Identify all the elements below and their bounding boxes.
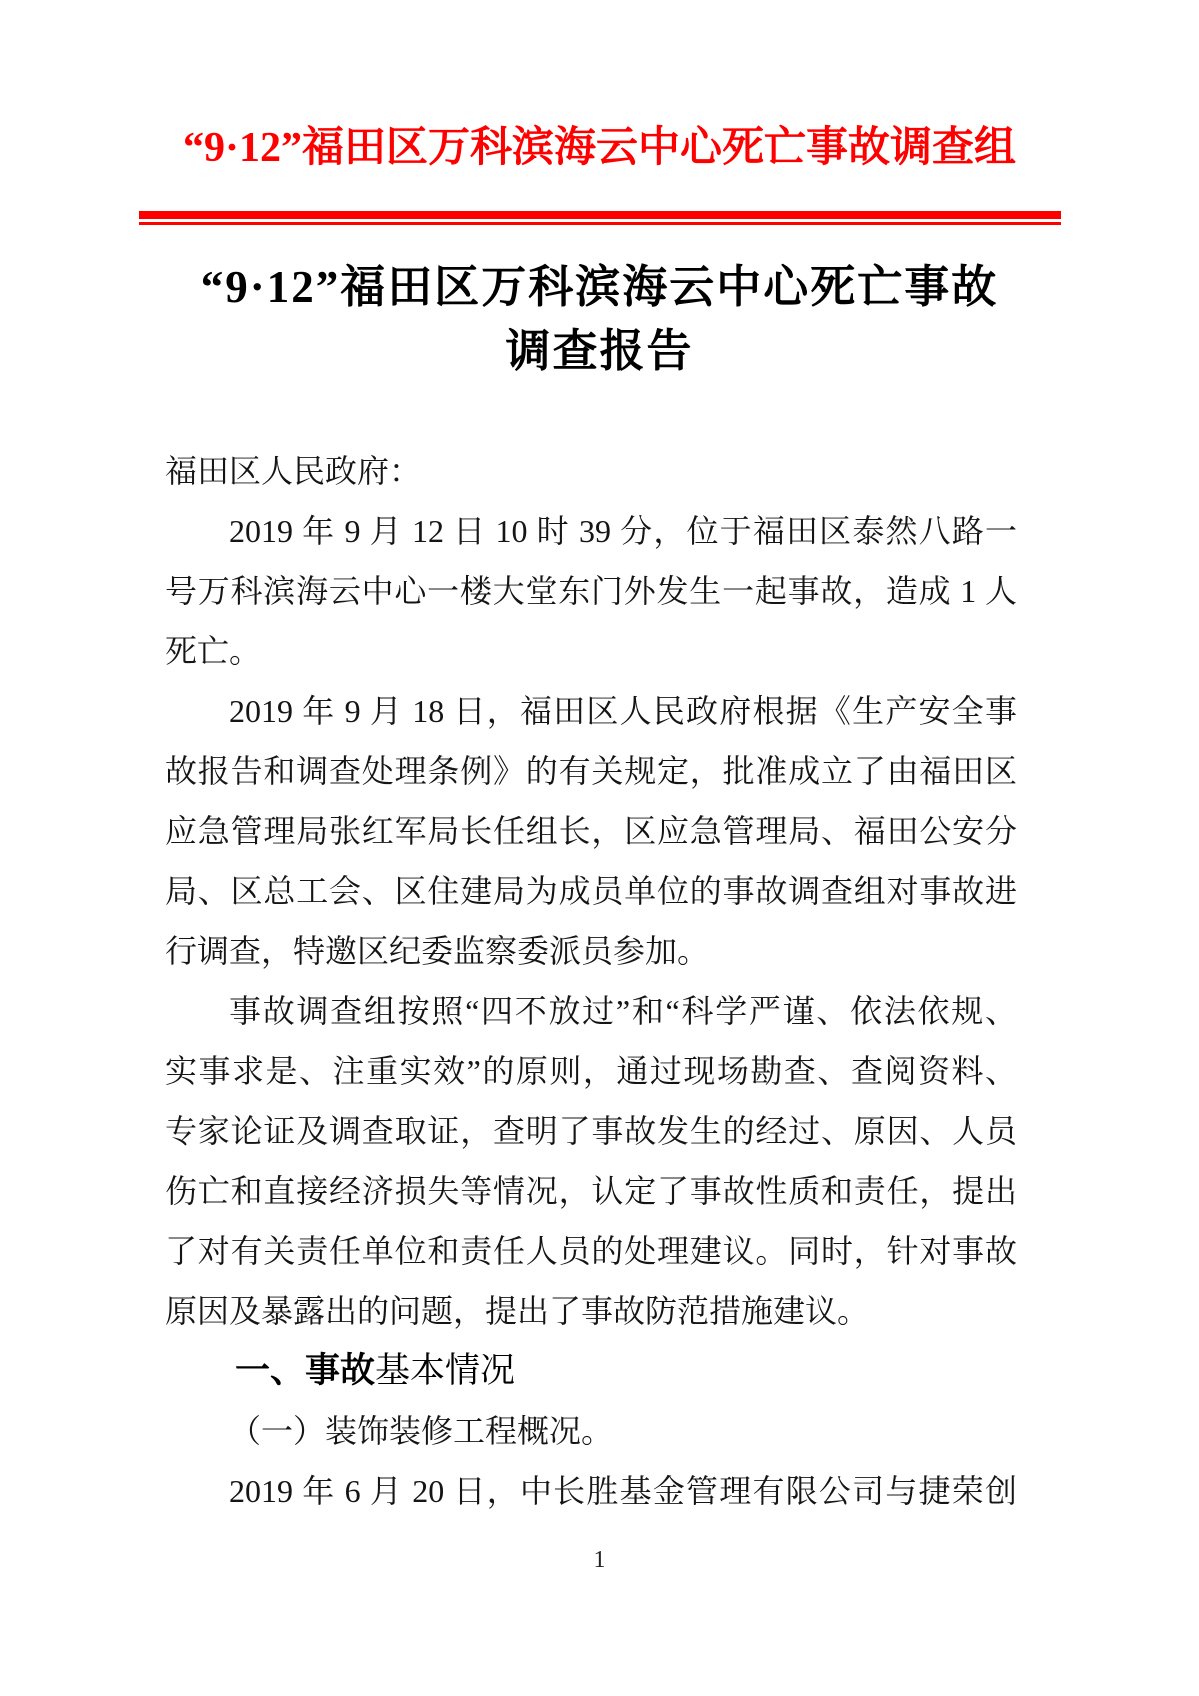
report-body [165,441,1017,1521]
body-line: 专家论证及调查取证，查明了事故发生的经过、原因、人员 [165,1113,1017,1149]
page-number: 1 [593,1547,606,1573]
body-line: 2019 年 6 月 20 日，中长胜基金管理有限公司与捷荣创 [229,1473,1017,1509]
salutation: 福田区人民政府： [165,453,422,489]
letterhead-rule-thick [139,211,1061,219]
section-heading [165,1341,1017,1401]
letterhead-rule-thin [139,222,1061,225]
body-line: 故报告和调查处理条例》的有关规定，批准成立了由福田区 [165,753,1017,789]
report-title-line-1: “9·12”福田区万科滨海云中心死亡事故 [200,262,999,312]
body-line: 局、区总工会、区住建局为成员单位的事故调查组对事故进 [165,873,1017,909]
body-line: 了对有关责任单位和责任人员的处理建议。同时，针对事故 [165,1233,1017,1269]
subsection-heading: （一）装饰装修工程概况。 [229,1413,614,1449]
report-title-line-2: 调查报告 [505,326,694,376]
section-heading-text: 基本情况 [375,1351,516,1390]
body-line: 2019 年 9 月 12 日 10 时 39 分，位于福田区泰然八路一 [229,513,1017,549]
body-line: 行调查，特邀区纪委监察委派员参加。 [165,933,710,969]
report-title [0,255,1199,383]
section-heading-number: 一、事故 [235,1351,376,1390]
body-line: 号万科滨海云中心一楼大堂东门外发生一起事故，造成 1 人 [165,573,1017,609]
body-line: 2019 年 9 月 18 日，福田区人民政府根据《生产安全事 [229,693,1017,729]
body-line: 死亡。 [165,633,262,669]
letterhead-org-title: “9·12”福田区万科滨海云中心死亡事故调查组 [182,125,1016,171]
body-line: 事故调查组按照“四不放过”和“科学严谨、依法依规、 [229,993,1017,1029]
body-line: 应急管理局张红军局长任组长，区应急管理局、福田公安分 [165,813,1017,849]
body-line: 原因及暴露出的问题，提出了事故防范措施建议。 [165,1293,870,1329]
body-line: 实事求是、注重实效”的原则，通过现场勘查、查阅资料、 [165,1053,1017,1089]
letterhead [139,118,1061,225]
body-line: 伤亡和直接经济损失等情况，认定了事故性质和责任，提出 [165,1173,1017,1209]
